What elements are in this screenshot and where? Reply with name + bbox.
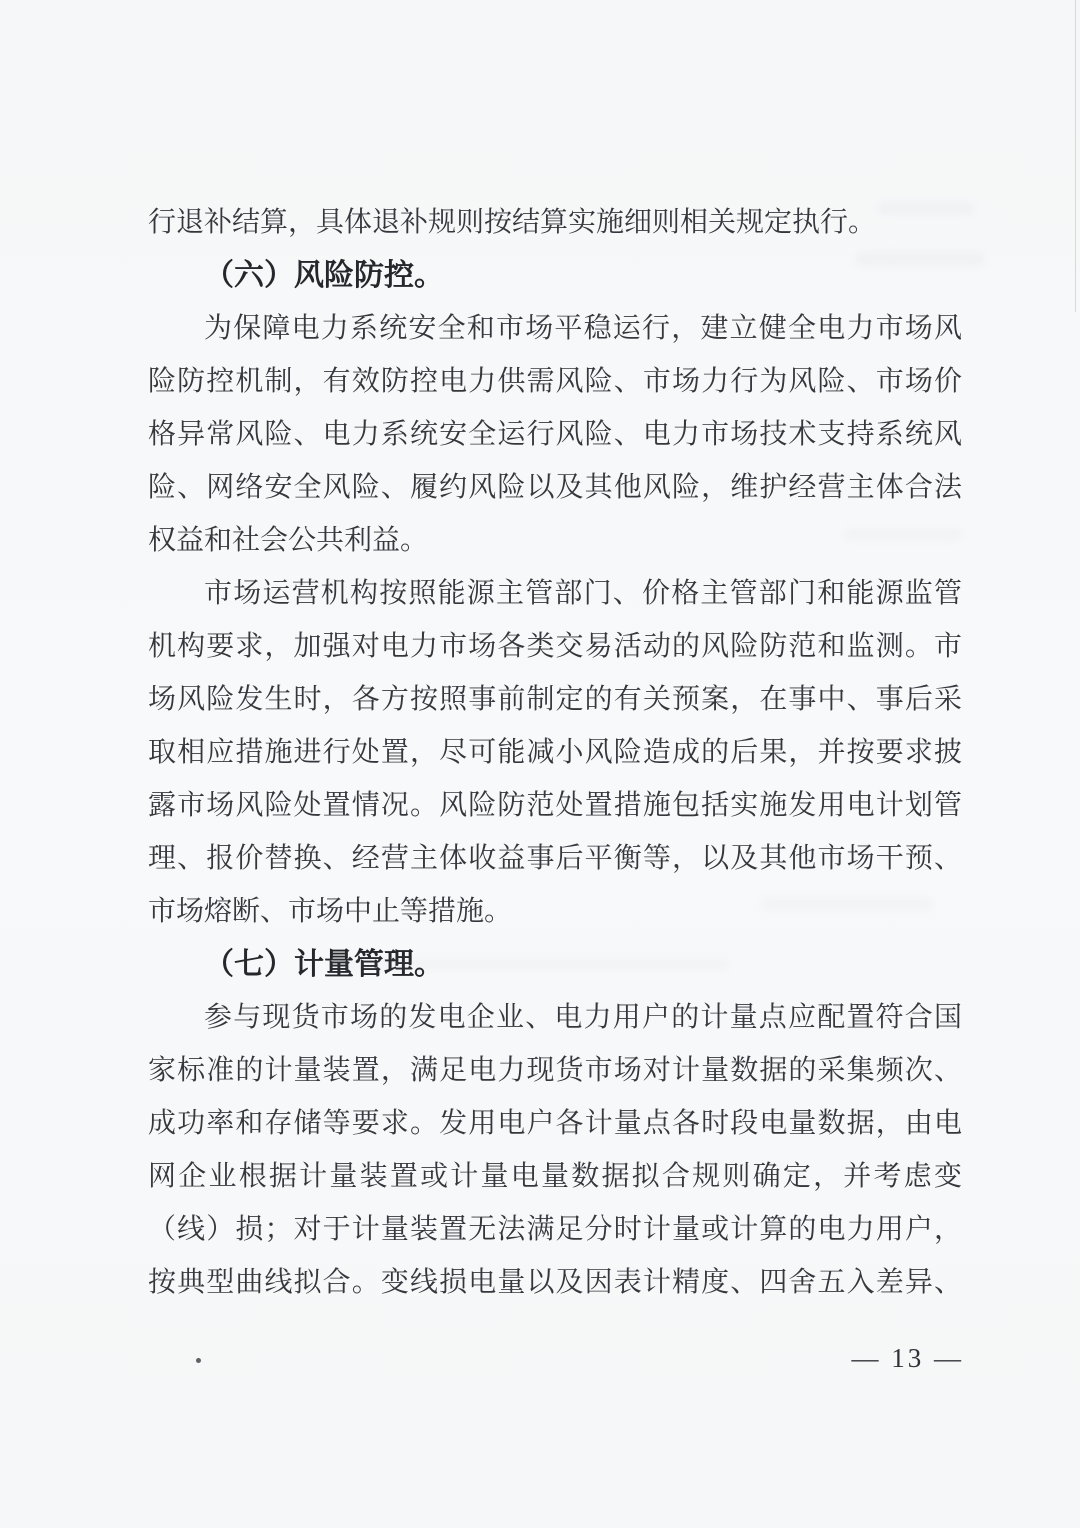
bleedthrough-mark	[330, 958, 730, 971]
page-number: — 13 —	[851, 1343, 964, 1373]
text-line: 行退补结算，具体退补规则按结算实施细则相关规定执行。	[148, 207, 877, 238]
text-line: 权益和社会公共利益。	[148, 525, 429, 556]
bleedthrough-mark	[878, 202, 974, 215]
text-line: 格异常风险、电力系统安全运行风险、电力市场技术支持系统风	[148, 419, 962, 450]
text-line: （线）损；对于计量装置无法满足分时计量或计算的电力用户，	[148, 1214, 962, 1245]
section-heading: （七）计量管理。	[204, 948, 444, 981]
text-line: 网企业根据计量装置或计量电量数据拟合规则确定，并考虑变	[148, 1161, 962, 1192]
text-line: 机构要求，加强对电力市场各类交易活动的风险防范和监测。市	[148, 631, 962, 662]
text-line: 险、网络安全风险、履约风险以及其他风险，维护经营主体合法	[148, 472, 962, 503]
text-line: 按典型曲线拟合。变线损电量以及因表计精度、四舍五入差异、	[148, 1267, 962, 1298]
text-line: 为保障电力系统安全和市场平稳运行，建立健全电力市场风	[204, 313, 962, 344]
text-line: 成功率和存储等要求。发用电户各计量点各时段电量数据，由电	[148, 1108, 962, 1139]
bleedthrough-mark	[762, 898, 932, 910]
text-line: 险防控机制，有效防控电力供需风险、市场力行为风险、市场价	[148, 366, 962, 397]
text-line: 家标准的计量装置，满足电力现货市场对计量数据的采集频次、	[148, 1055, 962, 1086]
text-line: 参与现货市场的发电企业、电力用户的计量点应配置符合国	[204, 1002, 962, 1033]
text-line: 露市场风险处置情况。风险防范处置措施包括实施发用电计划管	[148, 790, 962, 821]
text-line: 市场运营机构按照能源主管部门、价格主管部门和能源监管	[204, 578, 962, 609]
text-line: 理、报价替换、经营主体收益事后平衡等，以及其他市场干预、	[148, 843, 962, 874]
scan-speck	[196, 1358, 201, 1363]
bleedthrough-mark	[844, 528, 962, 541]
bleedthrough-mark	[856, 252, 984, 266]
text-line: 取相应措施进行处置，尽可能减小风险造成的后果，并按要求披	[148, 737, 962, 768]
text-line: 场风险发生时，各方按照事前制定的有关预案，在事中、事后采	[148, 684, 962, 715]
section-heading: （六）风险防控。	[204, 259, 444, 292]
scan-edge-line	[1075, 0, 1076, 312]
text-line: 市场熔断、市场中止等措施。	[148, 896, 513, 927]
text-block	[148, 196, 962, 1309]
